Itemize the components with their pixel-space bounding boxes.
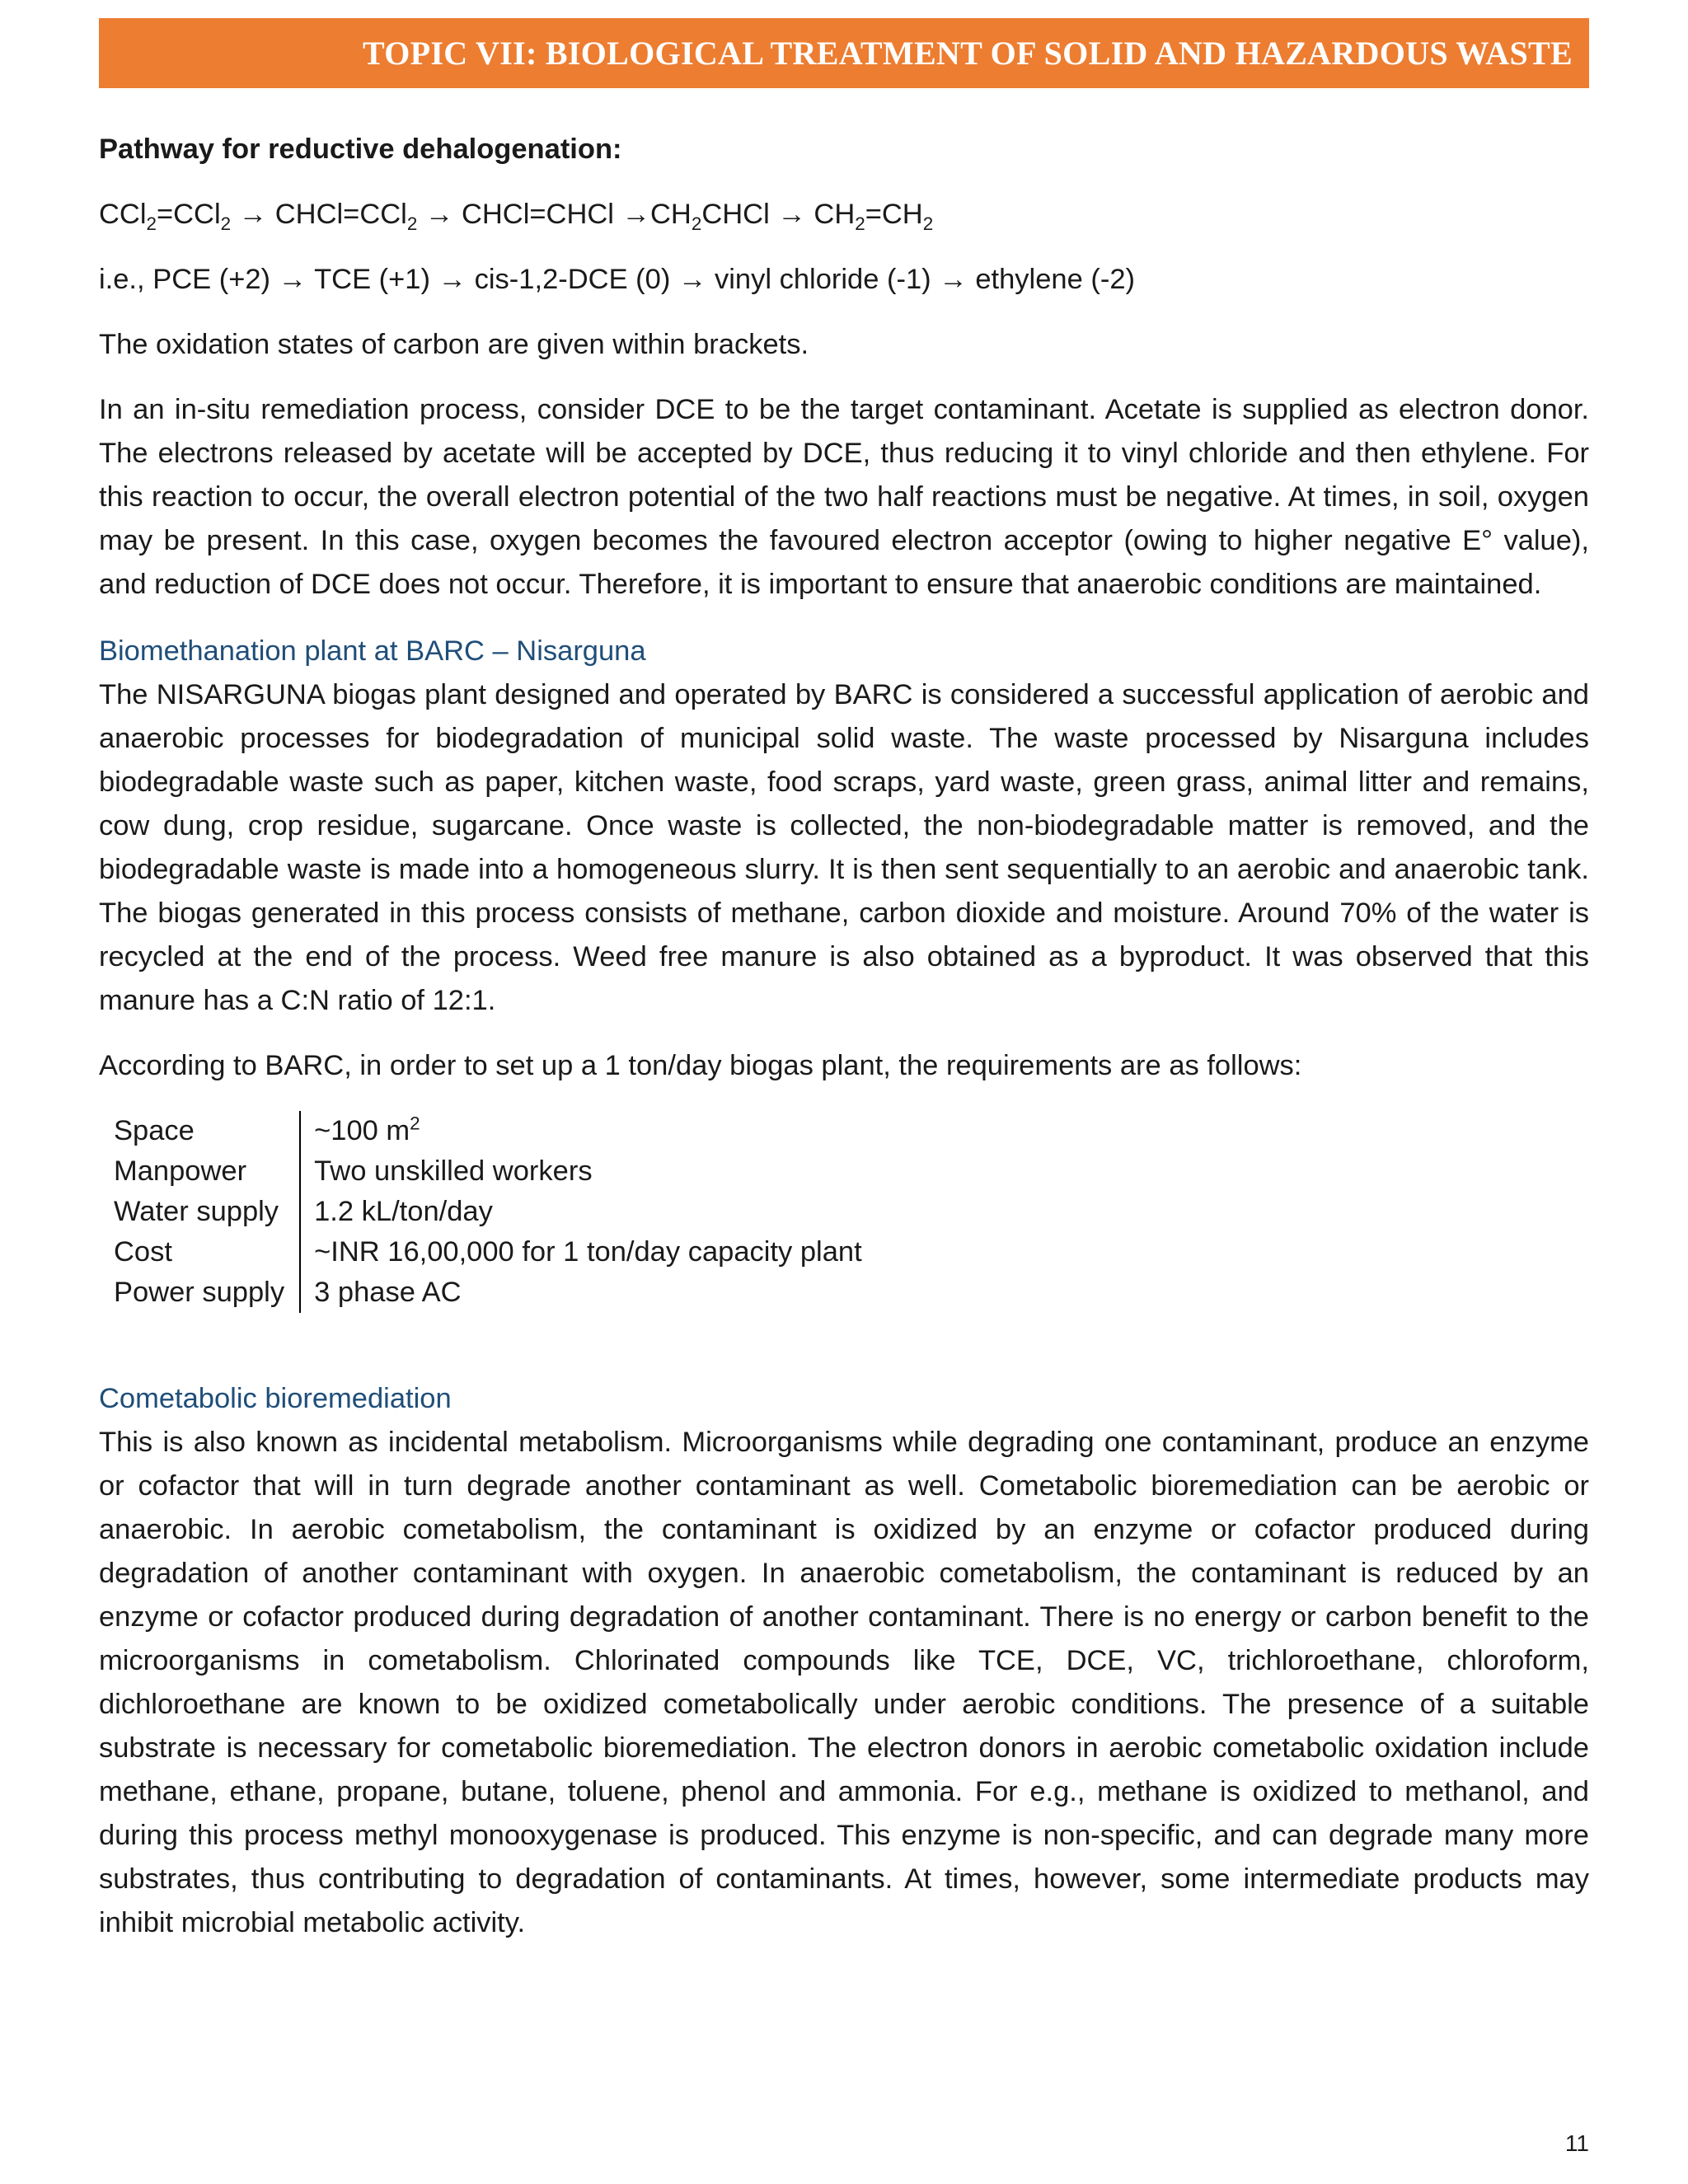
requirement-label: Power supply <box>114 1272 300 1313</box>
biomethanation-heading: Biomethanation plant at BARC – Nisarguna <box>99 635 646 667</box>
requirements-intro: According to BARC, in order to set up a 1 ton/day biogas plant, the requirements are as follows: <box>99 1050 1302 1081</box>
requirement-value: 3 phase AC <box>314 1277 462 1308</box>
requirement-value: ~100 $m^2$ <box>314 1113 420 1146</box>
oxidation-state-note: The oxidation states of carbon are given within brackets. <box>99 329 809 360</box>
requirement-label: Water supply <box>114 1192 300 1232</box>
page-content <box>99 128 1589 1945</box>
table-row <box>114 1272 862 1313</box>
requirement-value: 1.2 kL/ton/day <box>314 1196 493 1227</box>
requirement-label: Space <box>114 1111 300 1151</box>
reaction-equation: CCl$_2$=CCl$_2$ → CHCl=CCl$_2$ → CHCl=CHCl $\to CH_2CHCl \to CH_2=CH_2$ <box>99 199 934 234</box>
oxidation-state-sequence: i.e., PCE (+2) → TCE (+1) → cis-1,2-DCE (0) → vinyl chloride (-1) → ethylene (-2) <box>99 264 1136 295</box>
table-row <box>114 1151 862 1192</box>
topic-title: TOPIC VII: BIOLOGICAL TREATMENT OF SOLID AND HAZARDOUS WASTE <box>363 35 1573 72</box>
requirement-value: Two unskilled workers <box>314 1155 593 1187</box>
page-number: 11 <box>1564 2130 1589 2156</box>
requirement-label: Manpower <box>114 1151 300 1192</box>
requirement-label: Cost <box>114 1232 300 1272</box>
pathway-heading: Pathway for reductive dehalogenation: <box>99 134 622 165</box>
table-row <box>114 1232 862 1272</box>
topic-header-banner <box>99 18 1589 88</box>
table-row <box>114 1111 862 1151</box>
in-situ-paragraph: In an in-situ remediation process, consider DCE to be the target contaminant. Acetate is supplied as electron donor. The electrons released by acetate will be accepted by DCE, thus reducing it to vinyl chloride and then ethylene. For this reaction to occur, the overall electron potential of the two half reactions must be negative. At times, in soil, oxygen may be present. In this case, oxygen becomes the favoured electron acceptor (owing to higher negative E° value), and reduction of DCE does not occur. Therefore, it is important to ensure that anaerobic conditions are maintained. <box>99 394 1589 600</box>
nisarguna-paragraph: The NISARGUNA biogas plant designed and operated by BARC is considered a successful application of aerobic and anaerobic processes for biodegradation of municipal solid waste. The waste processed by Nisarguna includes biodegradable waste such as paper, kitchen waste, food scraps, yard waste, green grass, animal litter and remains, cow dung, crop residue, sugarcane. Once waste is collected, the non-biodegradable matter is removed, and the biodegradable waste is made into a homogeneous slurry. It is then sent sequentially to an aerobic and anaerobic tank. The biogas generated in this process consists of methane, carbon dioxide and moisture. Around 70% of the water is recycled at the end of the process. Weed free manure is also obtained as a byproduct. It was observed that this manure has a C:N ratio of 12:1. <box>99 679 1589 1016</box>
requirement-value: ~INR 16,00,000 for 1 ton/day capacity plant <box>314 1236 862 1268</box>
cometabolic-paragraph: This is also known as incidental metabolism. Microorganisms while degrading one contaminant, produce an enzyme or cofactor that will in turn degrade another contaminant as well. Cometabolic bioremediation can be aerobic or anaerobic. In aerobic cometabolism, the contaminant is oxidized by an enzyme or cofactor produced during degradation of another contaminant with oxygen. In anaerobic cometabolism, the contaminant is reduced by an enzyme or cofactor produced during degradation of another contaminant. There is no energy or carbon benefit to the microorganisms in cometabolism. Chlorinated compounds like TCE, DCE, VC, trichloroethane, chloroform, dichloroethane are known to be oxidized cometabolically under aerobic conditions. The presence of a suitable substrate is necessary for cometabolic bioremediation. The electron donors in aerobic cometabolic oxidation include methane, ethane, propane, butane, toluene, phenol and ammonia. For e.g., methane is oxidized to methanol, and during this process methyl monooxygenase is produced. This enzyme is non-specific, and can degrade many more substrates, thus contributing to degradation of contaminants. At times, however, some intermediate products may inhibit microbial metabolic activity. <box>99 1427 1589 1938</box>
cometabolic-heading: Cometabolic bioremediation <box>99 1383 452 1414</box>
table-row <box>114 1192 862 1232</box>
requirements-table <box>114 1111 862 1313</box>
